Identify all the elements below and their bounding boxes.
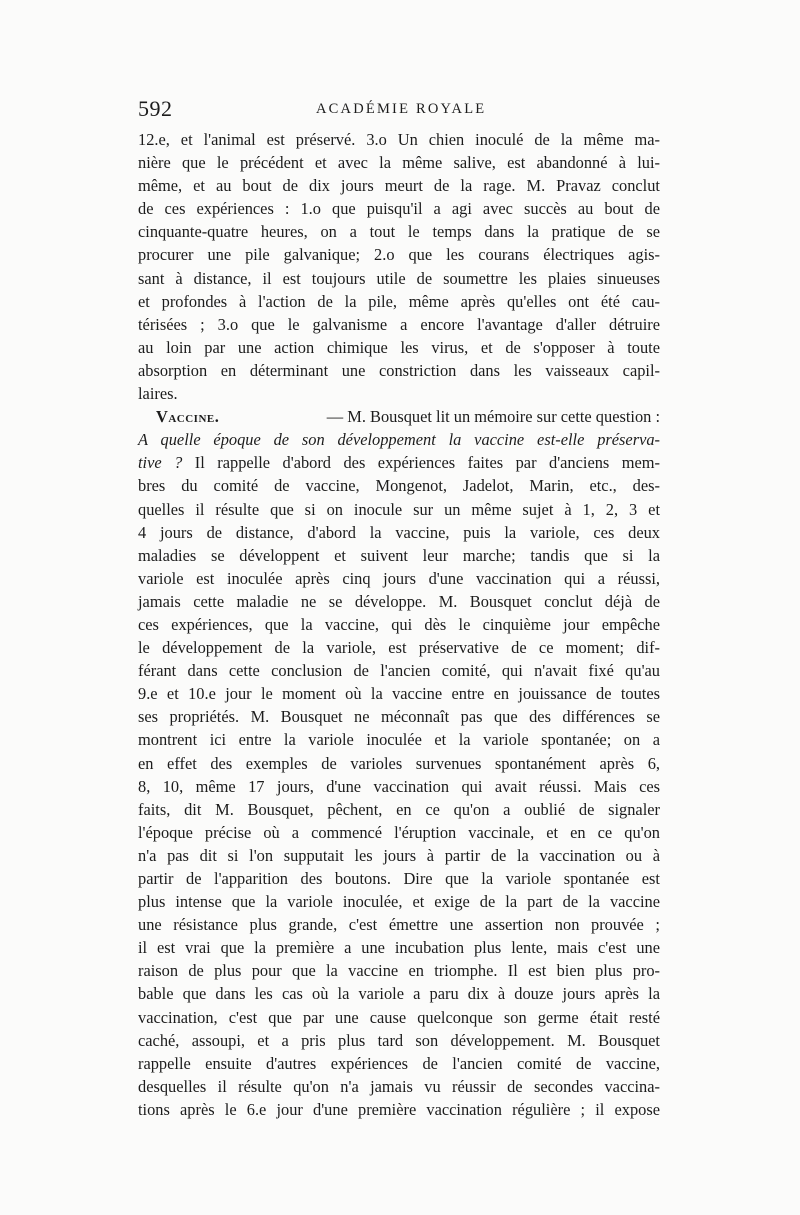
text-line: ses propriétés. M. Bousquet ne méconnaît pas que des différences se	[138, 707, 660, 727]
text-line: rappelle ensuite d'autres expériences de l'ancien comité de vaccine,	[138, 1053, 660, 1073]
page-number: 592	[138, 96, 173, 121]
text-line: maladies se développent et suivent leur marche; tandis que si la	[138, 545, 660, 565]
text-line: montrent ici entre la variole inoculée et la variole spontanée; on a	[138, 730, 660, 750]
text-line: jamais cette maladie ne se développe. M. Bousquet conclut déjà de	[138, 591, 660, 611]
text-line: desquelles il résulte qu'on n'a jamais vu réussir de secondes vaccina-	[138, 1076, 660, 1096]
text-line: tions après le 6.e jour d'une première vaccination régulière ; il expose	[138, 1099, 660, 1119]
text-line: caché, assoupi, et a pris plus tard son développement. M. Bousquet	[138, 1030, 660, 1050]
text-line: 12.e, et l'animal est préservé. 3.o Un chien inoculé de la même ma-	[138, 130, 660, 149]
body-text	[138, 128, 660, 1121]
text-line: une résistance plus grande, c'est émettre une assertion non prouvée ;	[138, 915, 660, 935]
text-line: bres du comité de vaccine, Mongenot, Jadelot, Marin, etc., des-	[138, 476, 660, 496]
text-line: quelles il résulte que si on inocule sur un même sujet à 1, 2, 3 et	[138, 499, 660, 519]
running-head	[138, 96, 658, 126]
text-line: 9.e et 10.e jour le moment où la vaccine entre en jouissance de toutes	[138, 684, 660, 704]
text-line: partir de l'apparition des boutons. Dire que la variole spontanée est	[138, 869, 660, 888]
question-line: A quelle époque de son développement la vaccine est-elle préserva-	[138, 430, 660, 450]
text-line: plus intense que la variole inoculée, et exige de la part de la vaccine	[138, 892, 660, 912]
text-line: n'a pas dit si l'on supputait les jours à partir de la vaccination ou à	[138, 845, 660, 865]
text-line: laires.	[138, 384, 178, 404]
section-first-line-text: — M. Bousquet lit un mémoire sur cette question :	[326, 407, 660, 427]
text-line: l'époque précise où a commencé l'éruption vaccinale, et en ce qu'on	[138, 822, 660, 842]
text-line: faits, dit M. Bousquet, pêchent, en ce qu'on a oublié de signaler	[138, 799, 660, 819]
text-line: absorption en déterminant une constriction dans les vaisseaux capil-	[138, 360, 660, 380]
text-line: ces expériences, que la vaccine, qui dès le cinquième jour empêche	[138, 614, 660, 634]
text-line: 4 jours de distance, d'abord la vaccine, puis la variole, ces deux	[138, 522, 660, 542]
text-line: vaccination, c'est que par une cause quelconque son germe était resté	[138, 1007, 660, 1027]
section-first-line	[138, 405, 660, 428]
text-line: même, et au bout de dix jours meurt de la rage. M. Pravaz conclut	[138, 176, 660, 196]
text-line: il est vrai que la première a une incubation plus lente, mais c'est une	[138, 938, 660, 958]
text-line: de ces expériences : 1.o que puisqu'il a agi avec succès au bout de	[138, 199, 660, 219]
text-line: 8, 10, même 17 jours, d'une vaccination qui avait réussi. Mais ces	[138, 776, 660, 796]
text-line: le développement de la variole, est préservative de ce moment; dif-	[138, 638, 660, 658]
text-line-rest: Il rappelle d'abord des expériences faites par d'anciens mem-	[182, 453, 660, 473]
text-line: bable que dans les cas où la variole a paru dix à douze jours après la	[138, 984, 660, 1004]
question-line-end: tive ?	[138, 453, 183, 473]
text-line: nière que le précédent et avec la même salive, est abandonné à lui-	[138, 153, 660, 173]
text-line: variole est inoculée après cinq jours d'une vaccination qui a réussi,	[138, 568, 660, 588]
text-line: raison de plus pour que la vaccine en triomphe. Il est bien plus pro-	[138, 961, 660, 981]
text-line: procurer une pile galvanique; 2.o que les courans électriques agis-	[138, 245, 660, 265]
text-line: sant à distance, il est toujours utile de soumettre les plaies sinueuses	[138, 268, 660, 288]
text-line: au loin par une action chimique les virus, et de s'opposer à toute	[138, 337, 660, 357]
text-line: en effet des exemples de varioles survenues spontanément après 6,	[138, 753, 660, 773]
text-line: et profondes à l'action de la pile, même après qu'elles ont été cau-	[138, 291, 660, 311]
text-line	[138, 451, 660, 474]
section-heading: Vaccine.	[156, 407, 220, 427]
running-title: ACADÉMIE ROYALE	[316, 101, 487, 117]
text-line: férant dans cette conclusion de l'ancien comité, qui n'avait fixé qu'au	[138, 661, 660, 681]
text-line: térisées ; 3.o que le galvanisme a encore l'avantage d'aller détruire	[138, 314, 660, 334]
text-line: cinquante-quatre heures, on a tout le temps dans la pratique de se	[138, 222, 660, 242]
